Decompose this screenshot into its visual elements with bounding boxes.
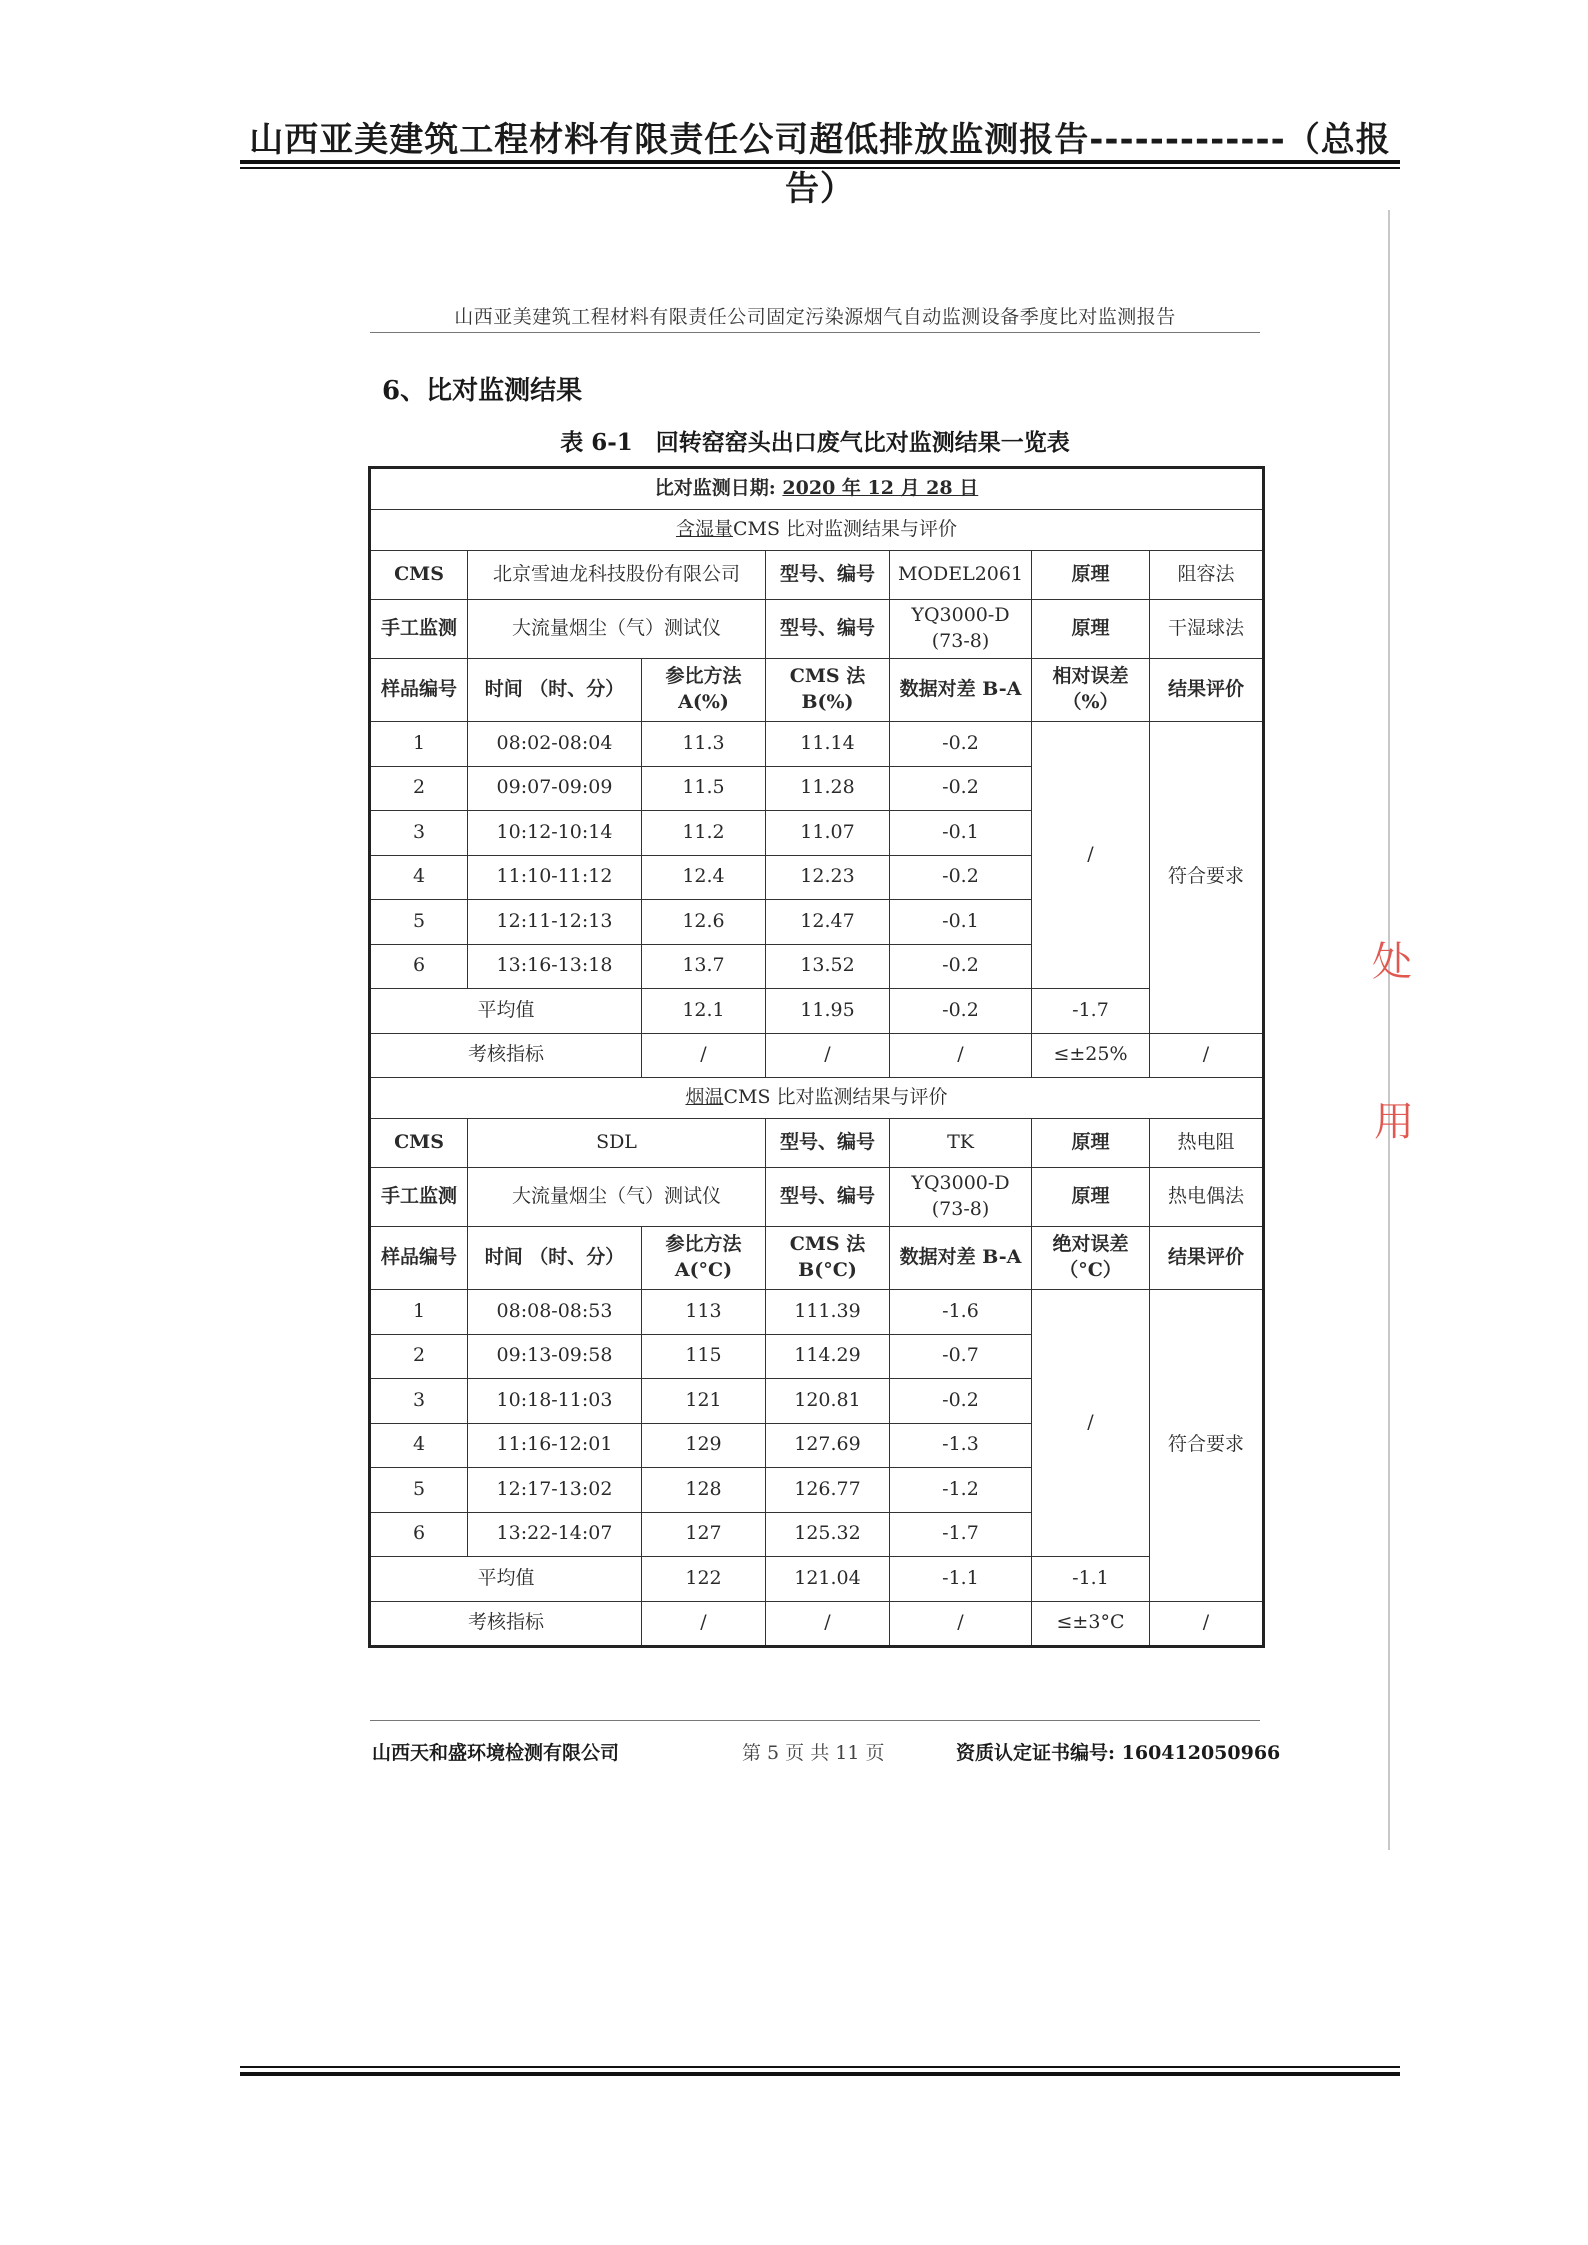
inner-report-header: 山西亚美建筑工程材料有限责任公司固定污染源烟气自动监测设备季度比对监测报告 bbox=[454, 306, 1176, 328]
principle-label: 原理 bbox=[1032, 1168, 1150, 1227]
error-slash: / bbox=[1032, 1290, 1150, 1557]
average-row: 平均值 12.1 11.95 -0.2 -1.7 bbox=[370, 989, 1264, 1034]
assessment-row: 考核指标 / / / ≤±25% / bbox=[370, 1033, 1264, 1078]
principle-label: 原理 bbox=[1032, 1119, 1150, 1168]
cms-label: CMS bbox=[370, 1119, 468, 1168]
table-row: 6 13:16-13:18 13.7 13.52 -0.2 bbox=[370, 944, 1264, 989]
assessment-row: 考核指标 / / / ≤±3°C / bbox=[370, 1601, 1264, 1647]
table-row: 6 13:22-14:07 127 125.32 -1.7 bbox=[370, 1512, 1264, 1557]
comparison-table bbox=[368, 466, 1265, 1648]
footer-certificate: 资质认定证书编号: 160412050966 bbox=[956, 1742, 1281, 1764]
manual-instrument: 大流量烟尘（气）测试仪 bbox=[468, 600, 766, 659]
table-row: 1 08:02-08:04 11.3 11.14 -0.2 / 符合要求 bbox=[370, 722, 1264, 767]
principle-label: 原理 bbox=[1032, 551, 1150, 600]
result-evaluation: 符合要求 bbox=[1150, 722, 1264, 1034]
cms-principle: 热电阻 bbox=[1150, 1119, 1264, 1168]
model-label: 型号、编号 bbox=[766, 600, 890, 659]
manual-model: YQ3000-D (73-8) bbox=[890, 1168, 1032, 1227]
manual-label: 手工监测 bbox=[370, 1168, 468, 1227]
table-row: 4 11:16-12:01 129 127.69 -1.3 bbox=[370, 1423, 1264, 1468]
section-title: 6、比对监测结果 bbox=[382, 376, 583, 406]
table-row: 5 12:17-13:02 128 126.77 -1.2 bbox=[370, 1468, 1264, 1513]
red-stamp-fragment: 用 bbox=[1374, 1099, 1414, 1145]
table-row: 4 11:10-11:12 12.4 12.23 -0.2 bbox=[370, 855, 1264, 900]
cms-model: MODEL2061 bbox=[890, 551, 1032, 600]
moisture-column-headers: 样品编号 时间 （时、分） 参比方法 A(%) CMS 法 B(%) 数据对差 B-A 相对误差 （%） 结果评价 bbox=[370, 659, 1264, 722]
manual-principle: 干湿球法 bbox=[1150, 600, 1264, 659]
table-row: 2 09:07-09:09 11.5 11.28 -0.2 bbox=[370, 766, 1264, 811]
table-row: 2 09:13-09:58 115 114.29 -0.7 bbox=[370, 1334, 1264, 1379]
cms-model: TK bbox=[890, 1119, 1032, 1168]
footer-rule bbox=[370, 1720, 1260, 1721]
table-row: 1 08:08-08:53 113 111.39 -1.6 / 符合要求 bbox=[370, 1290, 1264, 1335]
model-label: 型号、编号 bbox=[766, 551, 890, 600]
red-stamp-fragment: 处 bbox=[1372, 939, 1412, 985]
table-row: 5 12:11-12:13 12.6 12.47 -0.1 bbox=[370, 900, 1264, 945]
cms-principle: 阻容法 bbox=[1150, 551, 1264, 600]
temperature-column-headers: 样品编号 时间 （时、分） 参比方法 A(°C) CMS 法 B(°C) 数据对差 B-A 绝对误差 （°C） 结果评价 bbox=[370, 1227, 1264, 1290]
model-label: 型号、编号 bbox=[766, 1168, 890, 1227]
manual-model: YQ3000-D (73-8) bbox=[890, 600, 1032, 659]
temperature-section-title: 烟温CMS 比对监测结果与评价 bbox=[370, 1078, 1264, 1119]
manual-instrument: 大流量烟尘（气）测试仪 bbox=[468, 1168, 766, 1227]
scan-edge bbox=[1388, 210, 1390, 1850]
average-row: 平均值 122 121.04 -1.1 -1.1 bbox=[370, 1557, 1264, 1602]
header-rule bbox=[240, 160, 1400, 164]
inner-header-rule bbox=[370, 332, 1260, 333]
manual-label: 手工监测 bbox=[370, 600, 468, 659]
cms-vendor: 北京雪迪龙科技股份有限公司 bbox=[468, 551, 766, 600]
bottom-rule bbox=[240, 2072, 1400, 2076]
model-label: 型号、编号 bbox=[766, 1119, 890, 1168]
page-header: 山西亚美建筑工程材料有限责任公司超低排放监测报告-------------（总报告） bbox=[249, 120, 1391, 209]
date-row: 比对监测日期: 2020 年 12 月 28 日 bbox=[370, 468, 1264, 510]
moisture-section-title: 含湿量CMS 比对监测结果与评价 bbox=[370, 510, 1264, 551]
bottom-rule-thin bbox=[240, 2066, 1400, 2068]
table-row: 3 10:18-11:03 121 120.81 -0.2 bbox=[370, 1379, 1264, 1424]
header-rule-thin bbox=[240, 167, 1400, 169]
table-row: 3 10:12-10:14 11.2 11.07 -0.1 bbox=[370, 811, 1264, 856]
result-evaluation: 符合要求 bbox=[1150, 1290, 1264, 1602]
principle-label: 原理 bbox=[1032, 600, 1150, 659]
table-title: 表 6-1 回转窑窑头出口废气比对监测结果一览表 bbox=[560, 429, 1070, 456]
footer-page-number: 第 5 页 共 11 页 bbox=[742, 1742, 885, 1764]
cms-vendor: SDL bbox=[468, 1119, 766, 1168]
footer-company: 山西天和盛环境检测有限公司 bbox=[372, 1742, 620, 1764]
error-slash: / bbox=[1032, 722, 1150, 989]
manual-principle: 热电偶法 bbox=[1150, 1168, 1264, 1227]
cms-label: CMS bbox=[370, 551, 468, 600]
